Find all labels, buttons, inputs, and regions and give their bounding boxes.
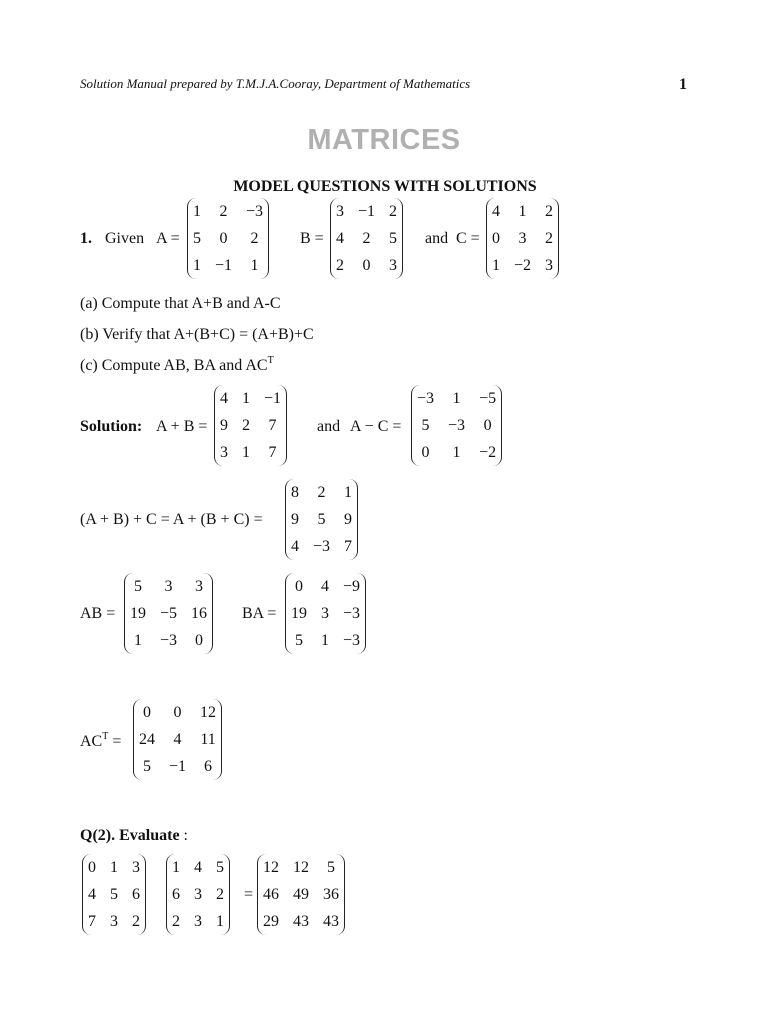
matrix-cell: −1 xyxy=(264,390,282,407)
matrix-cell: 2 xyxy=(545,230,554,247)
matrix-cell: 1 xyxy=(321,632,329,649)
question-2-label xyxy=(80,826,188,846)
ac-equals: = xyxy=(112,733,122,750)
matrix-cell: 46 xyxy=(263,886,279,903)
matrix-cell: 2 xyxy=(242,417,250,434)
a-minus-c-label: A − C = xyxy=(350,418,402,435)
matrix-cell: 2 xyxy=(545,203,554,220)
matrix-cell: 3 xyxy=(194,886,202,903)
ac-transpose-label xyxy=(80,732,121,752)
matrix-cell: 6 xyxy=(204,758,213,775)
matrix-cell: 0 xyxy=(88,859,96,876)
matrix-q2-result xyxy=(257,854,345,935)
matrix-cell: 1 xyxy=(134,632,142,649)
matrix-cell: 49 xyxy=(293,886,309,903)
matrix-cell: 7 xyxy=(268,417,277,434)
part-b: (b) Verify that A+(B+C) = (A+B)+C xyxy=(80,326,314,343)
matrix-cell: 5 xyxy=(421,417,430,434)
matrix-cell: 1 xyxy=(250,257,259,274)
page-title: MATRICES xyxy=(307,124,461,156)
matrix-cell: −1 xyxy=(358,203,376,220)
matrix-cell: 3 xyxy=(220,444,228,461)
matrix-cell: 7 xyxy=(88,913,96,930)
q2-equals: = xyxy=(244,886,254,903)
matrix-cell: −3 xyxy=(343,605,361,622)
matrix-cell: 3 xyxy=(545,257,554,274)
matrix-cell: 2 xyxy=(132,913,140,930)
matrix-ba xyxy=(285,573,366,654)
matrix-cell: 0 xyxy=(492,230,500,247)
matrix-cell: 4 xyxy=(492,203,500,220)
matrix-cell: 3 xyxy=(194,913,202,930)
matrix-c-label: C = xyxy=(456,230,480,247)
matrix-cell: 6 xyxy=(172,886,180,903)
matrix-cell: 1 xyxy=(518,203,527,220)
matrix-cell: 1 xyxy=(492,257,500,274)
matrix-cell: 1 xyxy=(452,390,461,407)
matrix-cell: 9 xyxy=(344,511,353,528)
and-text-2: and xyxy=(317,418,341,435)
matrix-cell: −1 xyxy=(169,758,187,775)
matrix-cell: 7 xyxy=(268,444,277,461)
a-plus-b-label: A + B = xyxy=(156,418,208,435)
matrix-a xyxy=(187,198,269,279)
question-1-given: Given xyxy=(105,230,145,247)
ab-label: AB = xyxy=(80,605,116,622)
matrix-a-label: A = xyxy=(156,230,180,247)
matrix-cell: 4 xyxy=(291,538,299,555)
part-c-text: (c) Compute AB, BA and AC xyxy=(80,357,268,374)
matrix-cell: 2 xyxy=(362,230,371,247)
matrix-cell: 0 xyxy=(219,230,228,247)
matrix-cell: −3 xyxy=(343,632,361,649)
question-2-title: Q(2). Evaluate xyxy=(80,827,180,844)
matrix-cell: 5 xyxy=(143,758,151,775)
matrix-cell: 2 xyxy=(389,203,398,220)
matrix-cell: 1 xyxy=(242,390,250,407)
matrix-cell: 1 xyxy=(242,444,250,461)
matrix-cell: 1 xyxy=(193,257,201,274)
matrix-cell: 2 xyxy=(336,257,344,274)
matrix-cell: 1 xyxy=(452,444,461,461)
matrix-cell: 0 xyxy=(483,417,492,434)
matrix-cell: 2 xyxy=(219,203,228,220)
matrix-b xyxy=(330,198,403,279)
matrix-cell: 19 xyxy=(130,605,146,622)
matrix-cell: 3 xyxy=(110,913,118,930)
matrix-cell: 5 xyxy=(327,859,335,876)
matrix-cell: 11 xyxy=(200,731,216,748)
matrix-cell: 4 xyxy=(336,230,344,247)
matrix-cell: 0 xyxy=(173,704,182,721)
matrix-cell: −3 xyxy=(313,538,331,555)
matrix-c xyxy=(486,198,559,279)
matrix-cell: −2 xyxy=(479,444,497,461)
ac-text: AC xyxy=(80,733,103,750)
matrix-cell: 5 xyxy=(295,632,303,649)
part-a: (a) Compute that A+B and A-C xyxy=(80,295,281,312)
matrix-cell: 3 xyxy=(164,578,173,595)
matrix-cell: 12 xyxy=(200,704,217,721)
matrix-cell: 4 xyxy=(194,859,202,876)
matrix-cell: 19 xyxy=(291,605,307,622)
matrix-cell: 4 xyxy=(321,578,329,595)
matrix-cell: −2 xyxy=(514,257,532,274)
matrix-cell: 3 xyxy=(195,578,204,595)
matrix-cell: 5 xyxy=(110,886,118,903)
matrix-cell: 0 xyxy=(143,704,151,721)
matrix-cell: 1 xyxy=(216,913,224,930)
solution-label: Solution: xyxy=(80,418,143,435)
matrix-cell: 3 xyxy=(132,859,140,876)
matrix-cell: 16 xyxy=(191,605,208,622)
matrix-cell: −1 xyxy=(215,257,233,274)
matrix-cell: 3 xyxy=(389,257,398,274)
matrix-cell: 2 xyxy=(216,886,224,903)
matrix-cell: 4 xyxy=(88,886,96,903)
matrix-cell: 0 xyxy=(295,578,303,595)
matrix-cell: 2 xyxy=(172,913,180,930)
and-text: and xyxy=(425,230,449,247)
part-c-transpose: T xyxy=(267,355,274,366)
matrix-cell: −3 xyxy=(448,417,466,434)
matrix-ac-transpose xyxy=(133,699,222,780)
question-2-colon: : xyxy=(179,827,188,844)
matrix-cell: 5 xyxy=(134,578,142,595)
page-number: 1 xyxy=(679,76,687,93)
matrix-cell: 5 xyxy=(389,230,398,247)
associativity-label: (A + B) + C = A + (B + C) = xyxy=(80,511,263,528)
matrix-cell: 43 xyxy=(323,913,339,930)
matrix-cell: 4 xyxy=(220,390,228,407)
running-header: Solution Manual prepared by T.M.J.A.Cooray, Department of Mathematics xyxy=(80,76,471,91)
matrix-cell: 5 xyxy=(216,859,224,876)
matrix-cell: 36 xyxy=(323,886,339,903)
matrix-cell: 6 xyxy=(132,886,140,903)
matrix-cell: −3 xyxy=(246,203,264,220)
matrix-cell: 2 xyxy=(250,230,259,247)
matrix-cell: 2 xyxy=(317,484,326,501)
matrix-a-plus-b xyxy=(214,385,287,466)
matrix-cell: 5 xyxy=(317,511,326,528)
matrix-cell: 1 xyxy=(110,859,118,876)
matrix-cell: 1 xyxy=(193,203,201,220)
matrix-cell: −5 xyxy=(160,605,178,622)
matrix-cell: 3 xyxy=(336,203,344,220)
matrix-cell: 1 xyxy=(172,859,180,876)
ba-label: BA = xyxy=(242,605,277,622)
matrix-cell: 3 xyxy=(518,230,527,247)
matrix-cell: 43 xyxy=(293,913,309,930)
matrix-a-minus-c xyxy=(411,385,502,466)
matrix-cell: 12 xyxy=(293,859,309,876)
matrix-cell: 0 xyxy=(362,257,371,274)
matrix-q2-left xyxy=(82,854,146,935)
matrix-cell: 9 xyxy=(291,511,299,528)
matrix-cell: 4 xyxy=(173,731,182,748)
matrix-cell: 0 xyxy=(195,632,204,649)
matrix-cell: −5 xyxy=(479,390,497,407)
matrix-b-label: B = xyxy=(300,230,324,247)
matrix-cell: 3 xyxy=(321,605,329,622)
matrix-cell: 9 xyxy=(220,417,228,434)
matrix-cell: 1 xyxy=(344,484,353,501)
section-subtitle: MODEL QUESTIONS WITH SOLUTIONS xyxy=(233,178,537,195)
matrix-cell: −3 xyxy=(160,632,178,649)
matrix-cell: 5 xyxy=(193,230,201,247)
matrix-cell: 24 xyxy=(139,731,155,748)
matrix-cell: 7 xyxy=(344,538,353,555)
matrix-cell: 29 xyxy=(263,913,279,930)
matrix-q2-right xyxy=(166,854,230,935)
ac-transpose-sup: T xyxy=(102,731,109,742)
question-1-number: 1. xyxy=(80,230,92,247)
matrix-cell: 8 xyxy=(291,484,299,501)
matrix-cell: 0 xyxy=(421,444,430,461)
matrix-ab xyxy=(124,573,213,654)
matrix-cell: 12 xyxy=(263,859,279,876)
matrix-cell: −3 xyxy=(417,390,435,407)
matrix-associativity xyxy=(285,479,358,560)
part-c xyxy=(80,356,274,376)
matrix-cell: −9 xyxy=(343,578,361,595)
